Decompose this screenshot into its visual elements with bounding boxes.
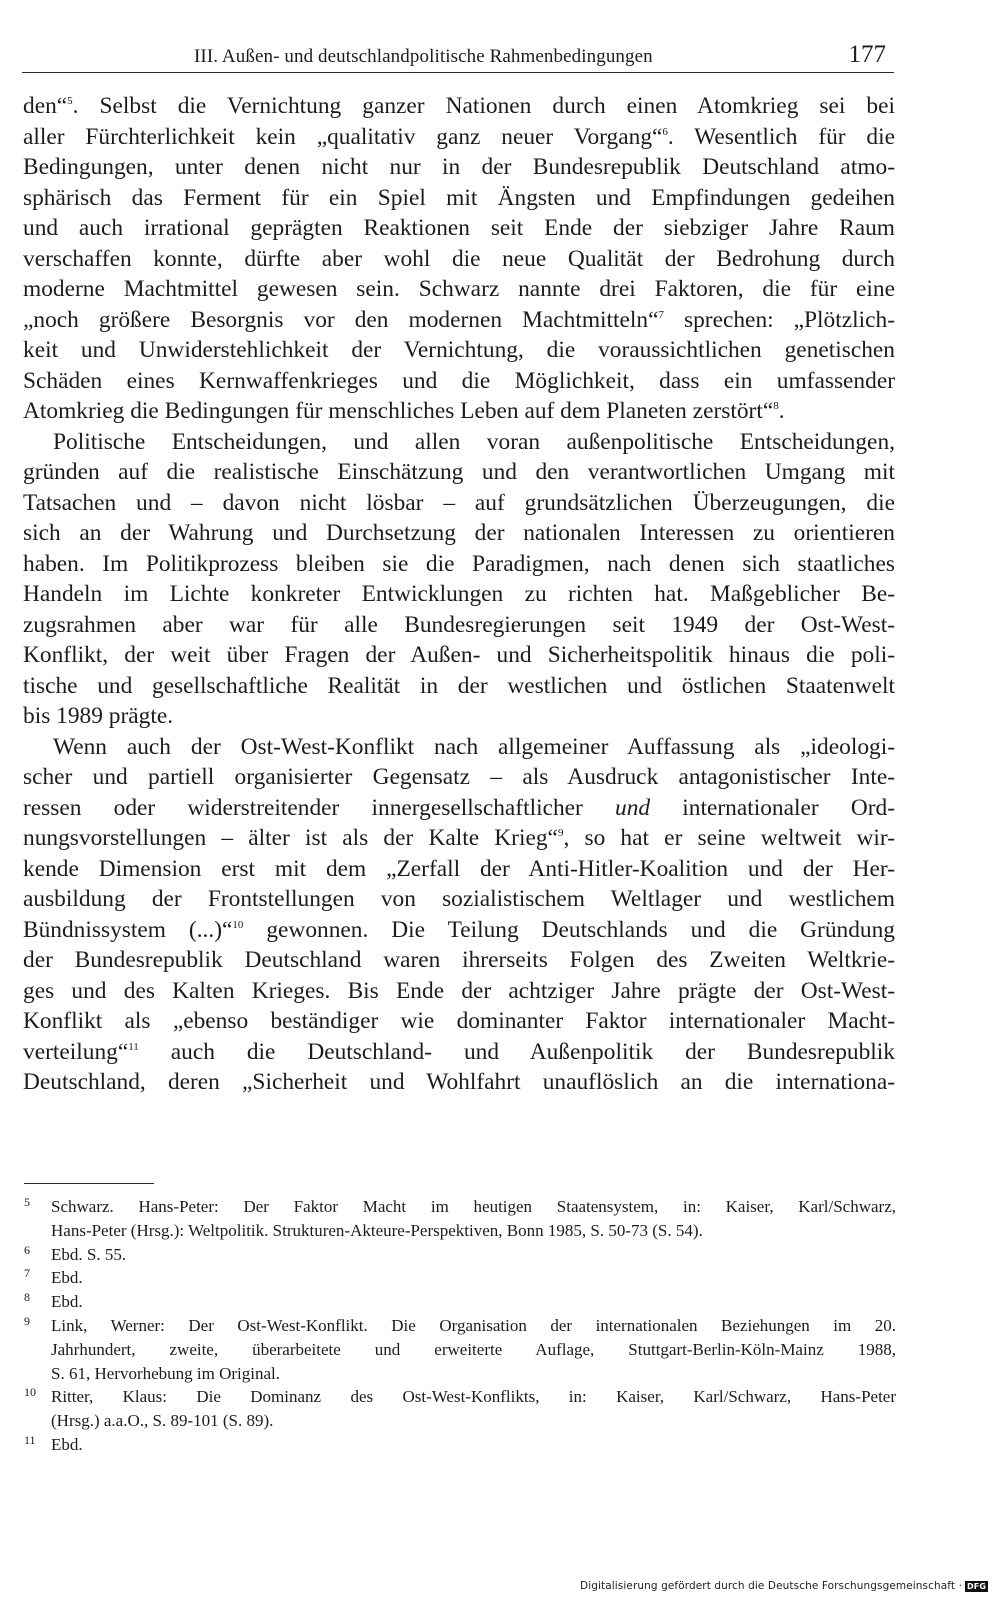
text-line: gründen auf die realistische Einschätzung und den verantwortlichen Umgang mit [23,459,895,485]
text-line: der Bundesrepublik Deutschland waren ihrerseits Folgen des Zweiten Weltkrie- [23,947,895,973]
footnote-separator [24,1183,154,1184]
footnote-line: Hans-Peter (Hrsg.): Weltpolitik. Strukturen-Akteure-Perspektiven, Bonn 1985, S. 50-73 (S. 54). [51,1220,703,1240]
footnote-number: 5 [24,1195,30,1209]
text-line: zugsrahmen aber war für alle Bundesregierungen seit 1949 der Ost-West- [23,611,895,638]
footnote-number: 8 [24,1290,30,1305]
footnote-number: 7 [24,1266,30,1281]
text-line: scher und partiell organisierter Gegensatz – als Ausdruck antagonistischer Inte- [23,764,895,790]
text-line: haben. Im Politikprozess bleiben sie die Paradigmen, nach denen sich staatliches [23,550,895,577]
running-title: III. Außen- und deutschlandpolitische Rahmenbedingungen [194,46,653,67]
footnote-line: Jahrhundert, zweite, überarbeitete und erweiterte Auflage, Stuttgart-Berlin-Köln-Mainz 1988, [51,1339,896,1359]
text-line: moderne Machtmittel gewesen sein. Schwarz nannte drei Faktoren, die für eine [23,276,895,302]
footnote-number: 6 [24,1242,30,1257]
text-line: ges und des Kalten Krieges. Bis Ende der achtziger Jahre prägte der Ost-West- [23,977,895,1004]
footnote-line: Ritter, Klaus: Die Dominanz des Ost-West-Konflikts, in: Kaiser, Karl/Schwarz, Hans-Peter [51,1387,896,1407]
footnotes [24,1195,896,1457]
footnote-line: S. 61, Hervorhebung im Original. [51,1363,280,1383]
text-line: Bedingungen, unter denen nicht nur in der Bundesrepublik Deutschland atmo- [23,154,895,180]
text-line: verschaffen konnte, dürfte aber wohl die neue Qualität der Bedrohung durch [23,245,895,272]
footnote [24,1243,896,1267]
text-line: sphärisch das Ferment für ein Spiel mit Ängsten und Empfindungen gedeihen [23,184,895,211]
text-line: den“$^5$. Selbst die Vernichtung ganzer Nationen durch einen Atomkrieg sei bei [23,93,895,119]
footnote-line: Schwarz. Hans-Peter: Der Faktor Macht im heutigen Staatensystem, in: Kaiser, Karl/Schwarz, [51,1197,896,1216]
footnote-line: Link, Werner: Der Ost-West-Konflikt. Die Organisation der internationalen Beziehungen im 20. [51,1315,896,1335]
text-line: tische und gesellschaftliche Realität in der westlichen und östlichen Staatenwelt [23,672,895,699]
text-line: Atomkrieg die Bedingungen für menschliches Leben auf dem Planeten zerstört“$^8$. [23,398,785,424]
footnote-line: Ebd. S. 55. [51,1244,127,1264]
footnote-line: Ebd. [51,1268,83,1288]
text-line: Wenn auch der Ost-West-Konflikt nach allgemeiner Auffassung als „ideologi- [53,733,895,760]
text-line: Schäden eines Kernwaffenkrieges und die Möglichkeit, dass ein umfassender [23,367,895,394]
footnote-line: (Hrsg.) a.a.O., S. 89-101 (S. 89). [51,1411,274,1431]
footnote-number: 9 [24,1313,30,1328]
text-line: Konflikt als „ebenso beständiger wie dominanter Faktor internationaler Macht- [23,1008,895,1034]
page-number: 177 [848,41,886,68]
text-line: Tatsachen und – davon nicht lösbar – auf grundsätzlichen Überzeugungen, die [23,489,895,516]
digitization-credit: Digitalisierung gefördert durch die Deutsche Forschungsgemeinschaft · DFG [580,1580,986,1592]
text-line: ausbildung der Frontstellungen von sozialistischem Weltlager und westlichem [23,886,895,912]
footnote-line: Ebd. [51,1292,83,1312]
text-line: verteilung“$^{11}$ auch die Deutschland- und Außenpolitik der Bundesrepublik [23,1038,895,1065]
footnote [24,1266,896,1290]
footnote-line: Ebd. [51,1434,83,1454]
text-line: nungsvorstellungen – älter ist als der Kalte Krieg“$^9$, so hat er seine weltweit wir- [23,825,895,851]
text-line: sich an der Wahrung und Durchsetzung der nationalen Interessen zu orientieren [23,520,895,546]
footnote-number: 10 [24,1385,36,1400]
footnote-number: 11 [24,1432,36,1447]
text-line: ressen oder widerstreitender innergesellschaftlicher und internationaler Ord- [23,794,895,821]
text-line: aller Fürchterlichkeit kein „qualitativ ganz neuer Vorgang“$^6$. Wesentlich für die [23,123,895,150]
text-line: und auch irrational geprägten Reaktionen seit Ende der siebziger Jahre Raum [23,215,895,241]
text-line: bis 1989 prägte. [23,703,174,729]
dfg-logo-icon: DFG [967,1581,986,1591]
footnote [24,1195,896,1243]
text-line: Politische Entscheidungen, und allen voran außenpolitische Entscheidungen, [53,428,895,455]
text-line: Konflikt, der weit über Fragen der Außen- und Sicherheitspolitik hinaus die poli- [23,642,895,668]
text-line: Deutschland, deren „Sicherheit und Wohlfahrt unauflöslich an die internationa- [23,1069,895,1095]
footnote [24,1433,896,1457]
credit-text: Digitalisierung gefördert durch die Deutsche Forschungsgemeinschaft [580,1580,956,1592]
footnote [24,1314,896,1385]
text-line: Bündnissystem (...)“$^{10}$ gewonnen. Die Teilung Deutschlands und die Gründung [23,916,895,943]
body-text [23,91,895,1098]
footnote [24,1385,896,1433]
text-line: kende Dimension erst mit dem „Zerfall der Anti-Hitler-Koalition und der Her- [23,855,895,882]
running-header [22,40,894,73]
text-line: „noch größere Besorgnis vor den modernen Machtmitteln“$^7$ sprechen: „Plötzlich- [23,306,895,333]
text-line: keit und Unwiderstehlichkeit der Vernichtung, die voraussichtlichen genetischen [23,337,895,363]
footnote [24,1290,896,1314]
text-line: Handeln im Lichte konkreter Entwicklungen zu richten hat. Maßgeblicher Be- [23,581,895,607]
